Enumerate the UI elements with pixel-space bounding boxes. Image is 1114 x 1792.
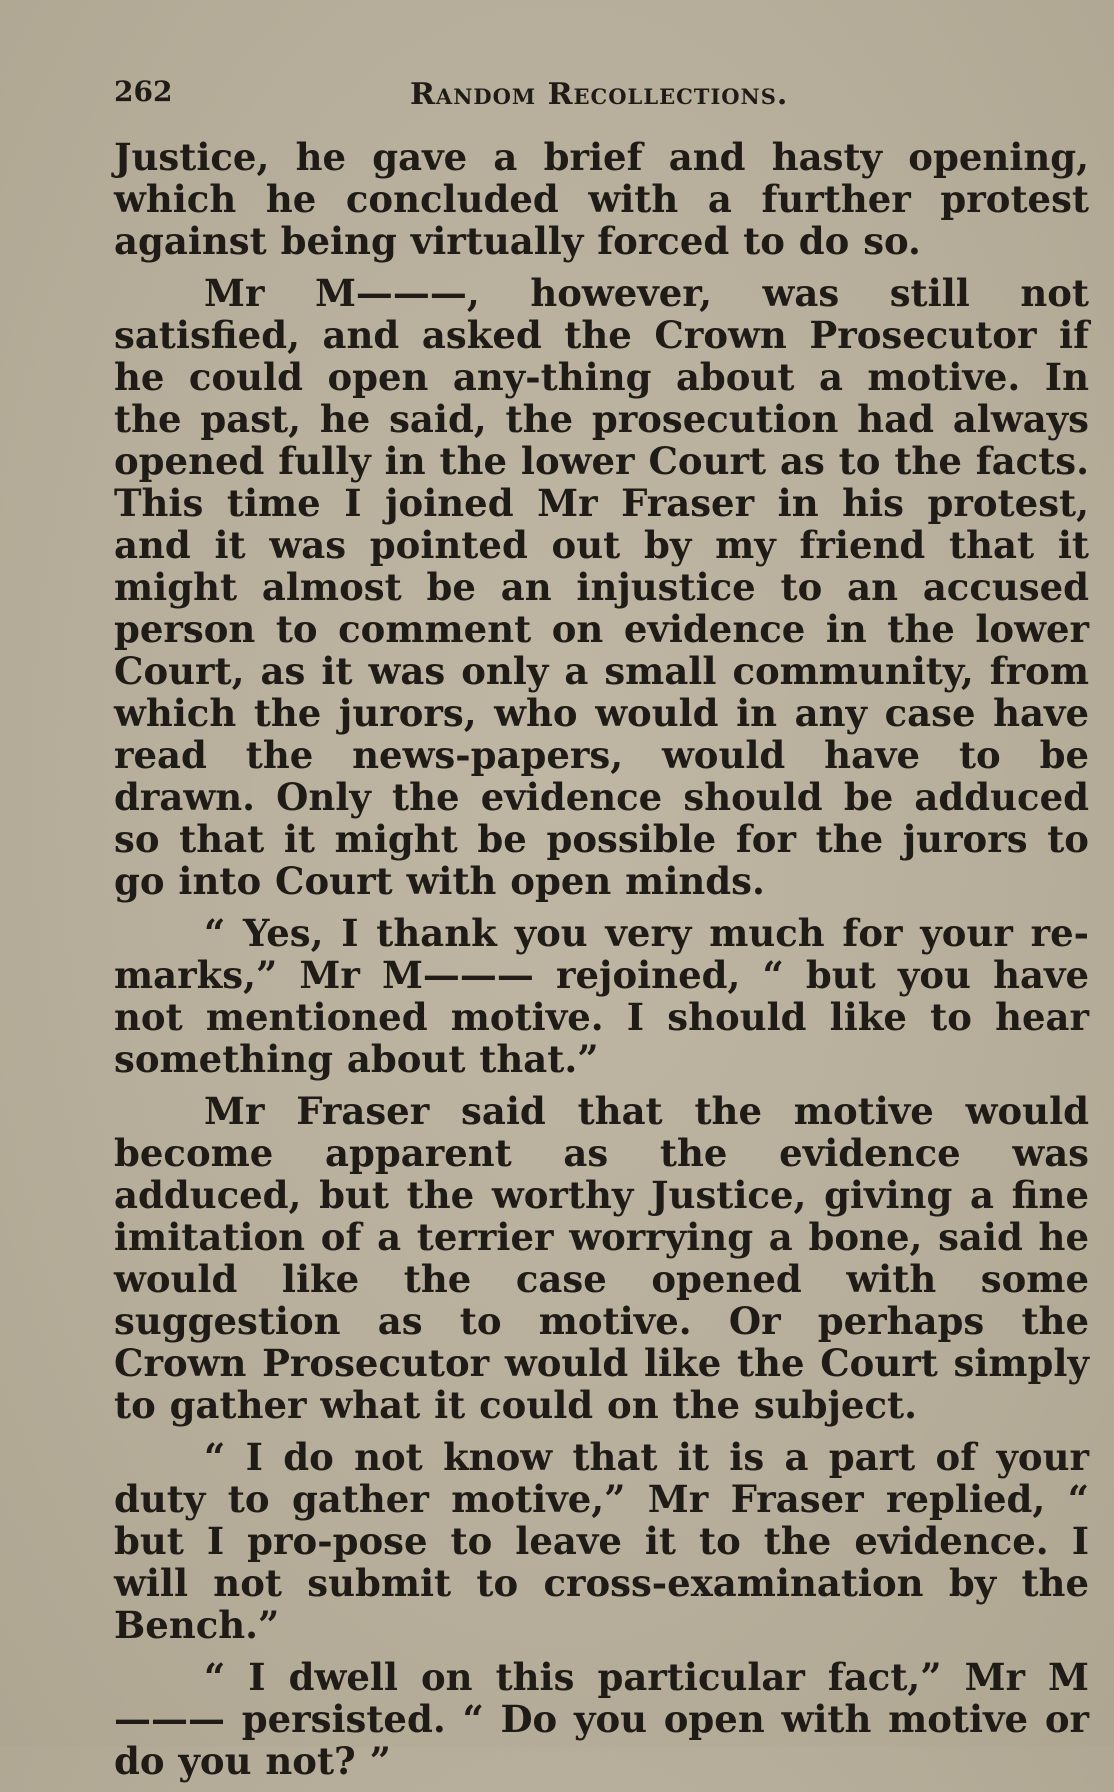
paragraph: “ Yes, I thank you very much for your re-marks,” Mr M——— rejoined, “ but you have not mentioned motive. I should like to hear something about that.” [114,911,1089,1081]
page-number: 262 [114,75,173,108]
paragraph: Justice, he gave a brief and hasty opening, which he concluded with a further protest against being virtually forced to do so. [114,135,1089,263]
paragraph: Mr Fraser said that the motive would become apparent as the evidence was adduced, but the worthy Justice, giving a fine imitation of a terrier worrying a bone, said he would like the case opened with some suggestion as to motive. Or perhaps the Crown Prosecutor would like the Court simply to gather what it could on the subject. [114,1089,1089,1427]
running-title: Random Recollections. [410,77,789,112]
body-text [114,136,1089,1792]
paragraph: “ I do not know that it is a part of your duty to gather motive,” Mr Fraser replied, “ but I pro-pose to leave it to the evidence. I will not submit to cross-examination by the Bench.” [114,1435,1089,1647]
paragraph: Mr M———, however, was still not satisfied, and asked the Crown Prosecutor if he could open any-thing about a motive. In the past, he said, the prosecution had always opened fully in the lower Court as to the facts. This time I joined Mr Fraser in his protest, and it was pointed out by my friend that it might almost be an injustice to an accused person to comment on evidence in the lower Court, as it was only a small community, from which the jurors, who would in any case have read the news-papers, would have to be drawn. Only the evidence should be adduced so that it might be possible for the jurors to go into Court with open minds. [114,271,1089,903]
page-header [114,75,1089,119]
paragraph: “ I dwell on this particular fact,” Mr M——— persisted. “ Do you open with motive or do you not? ” [114,1655,1089,1783]
